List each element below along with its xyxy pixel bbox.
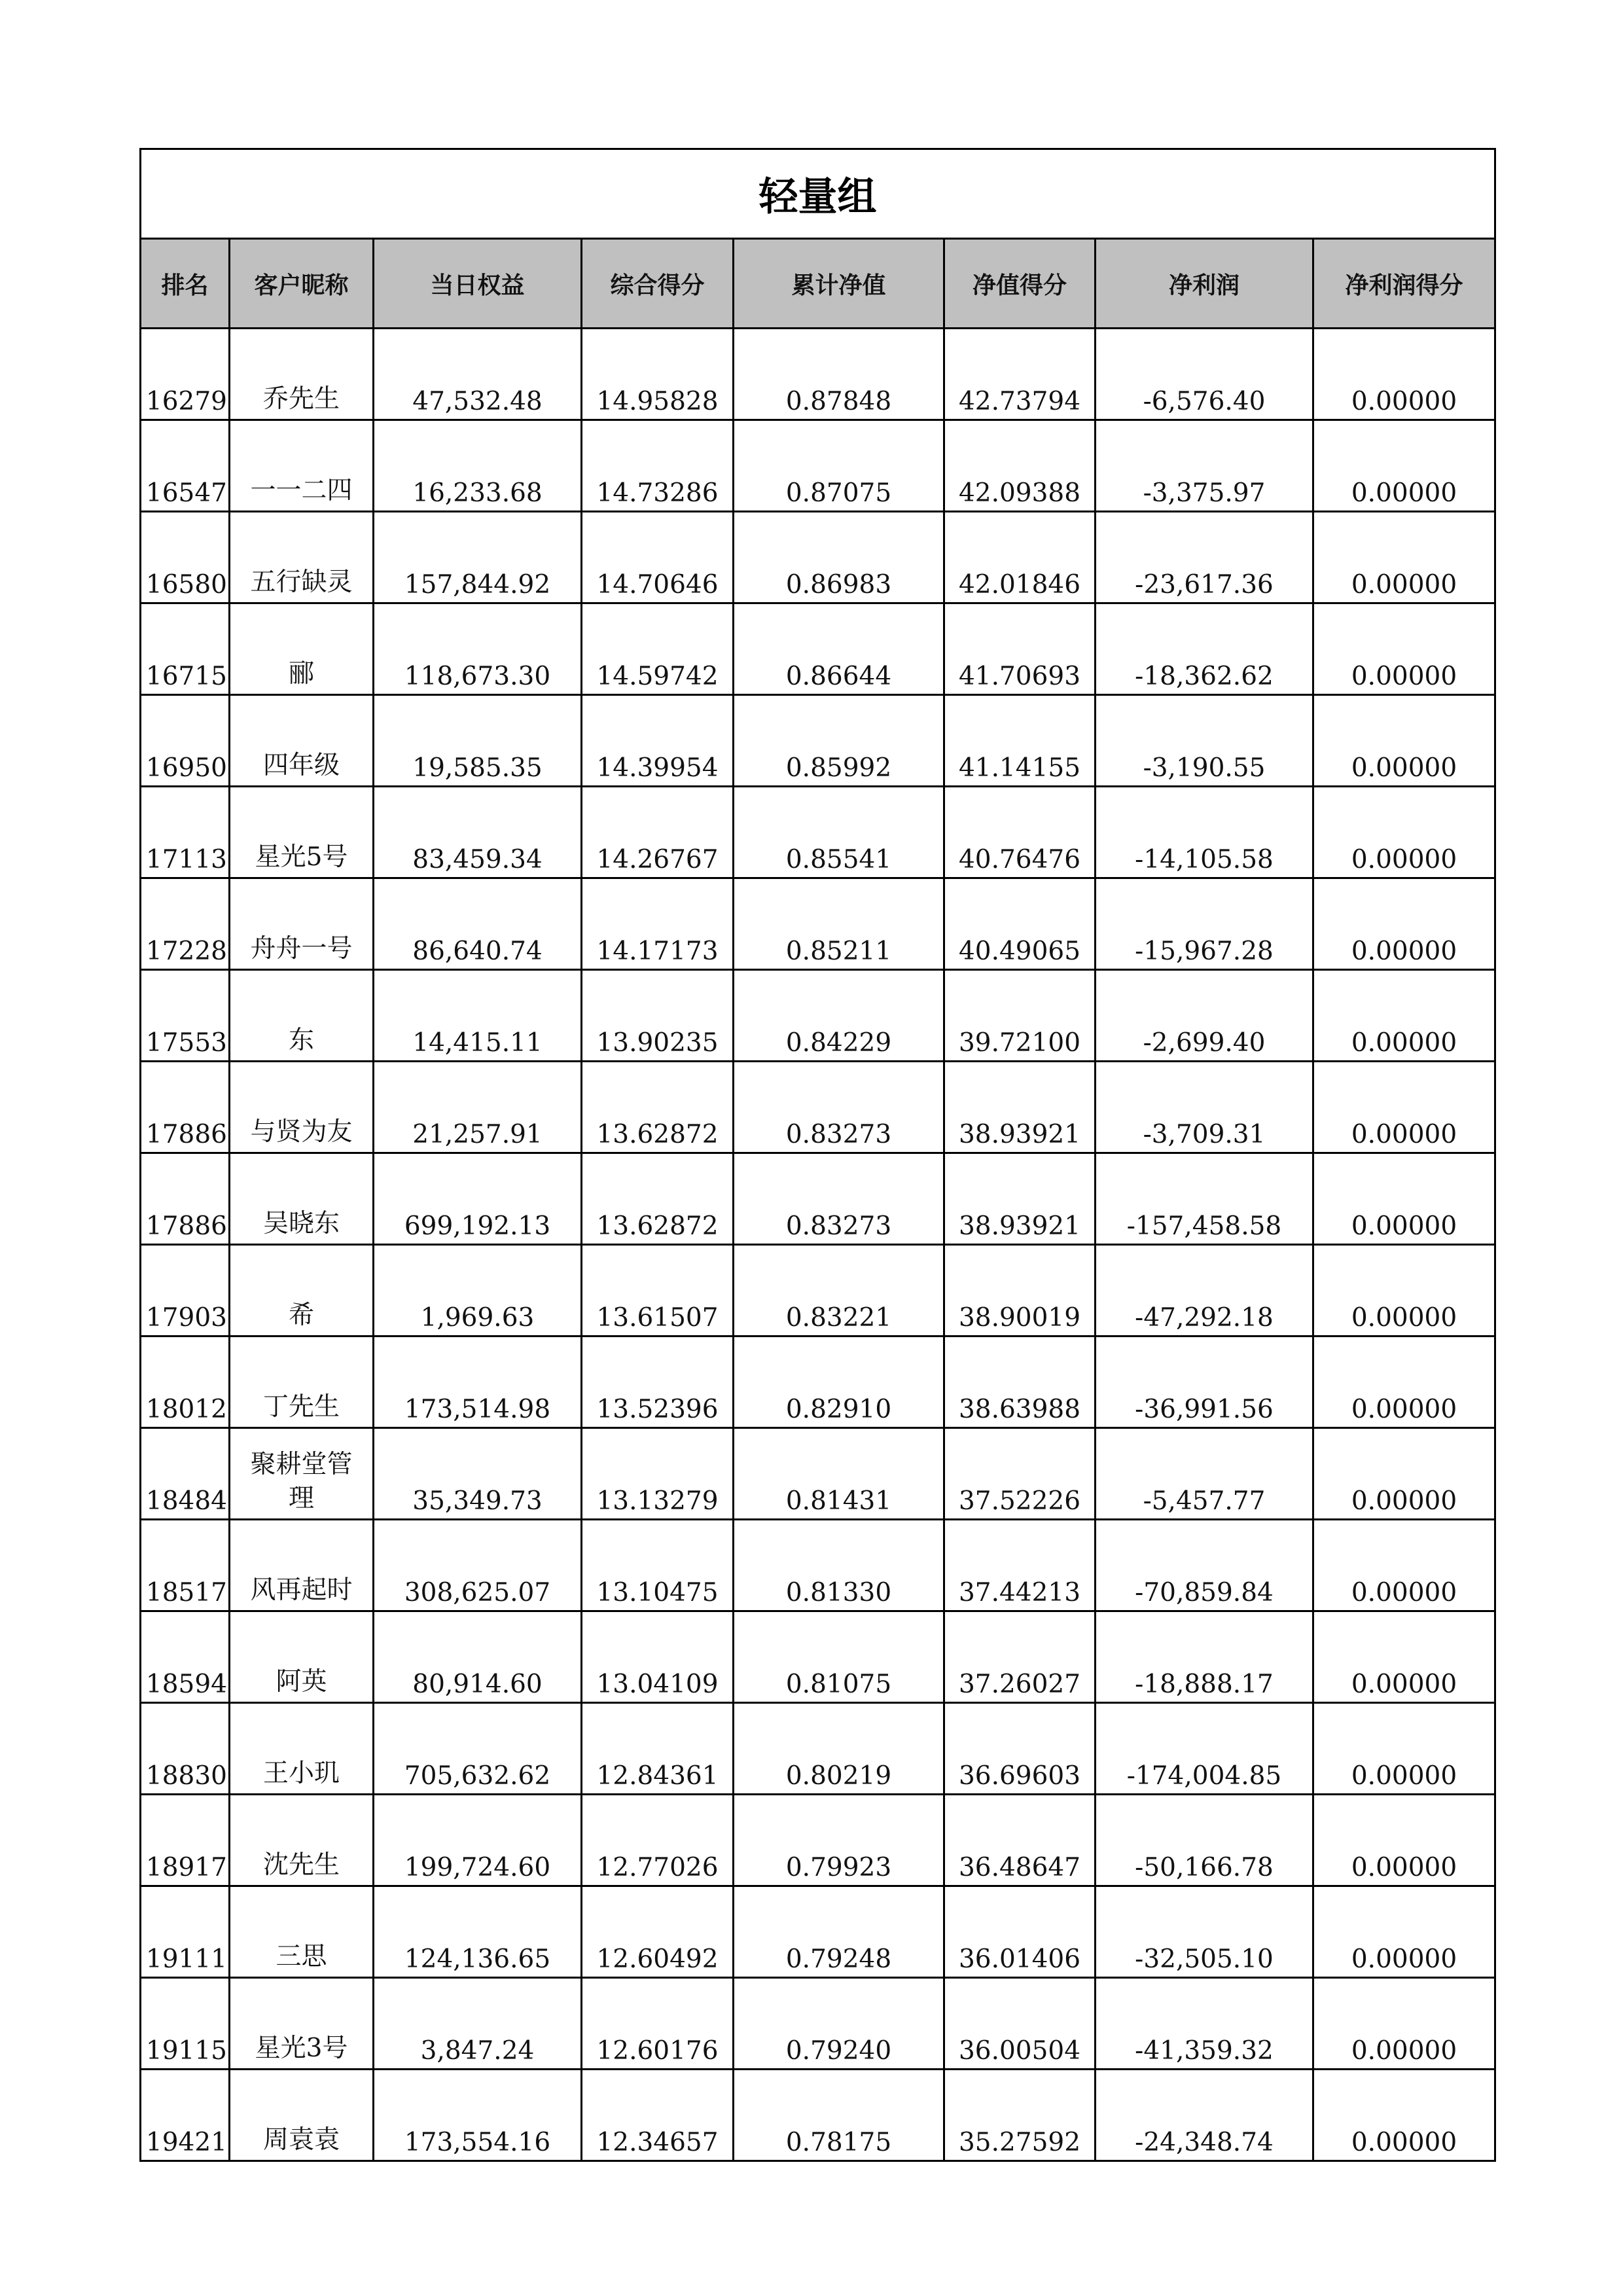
net-profit-cell: -2,699.40 — [1096, 970, 1313, 1062]
nickname-cell: 丁先生 — [230, 1336, 374, 1428]
cumulative-nav-cell: 0.79248 — [734, 1886, 944, 1978]
header-customer-nickname: 客户昵称 — [230, 239, 374, 329]
net-profit-score-cell: 0.00000 — [1313, 2070, 1495, 2161]
daily-equity-cell: 80,914.60 — [374, 1611, 582, 1703]
nav-score-cell: 37.26027 — [944, 1611, 1096, 1703]
overall-score-cell: 13.90235 — [582, 970, 734, 1062]
table-row — [141, 695, 1495, 787]
net-profit-cell: -36,991.56 — [1096, 1336, 1313, 1428]
overall-score-cell: 12.84361 — [582, 1703, 734, 1795]
nickname-cell: 四年级 — [230, 695, 374, 787]
header-net-profit: 净利润 — [1096, 239, 1313, 329]
net-profit-cell: -157,458.58 — [1096, 1153, 1313, 1245]
net-profit-score-cell: 0.00000 — [1313, 420, 1495, 512]
net-profit-score-cell: 0.00000 — [1313, 1978, 1495, 2070]
daily-equity-cell: 19,585.35 — [374, 695, 582, 787]
daily-equity-cell: 118,673.30 — [374, 603, 582, 695]
nickname-cell: 周袁袁 — [230, 2070, 374, 2161]
net-profit-score-cell: 0.00000 — [1313, 1062, 1495, 1153]
rank-cell: 17886 — [141, 1062, 230, 1153]
overall-score-cell: 14.73286 — [582, 420, 734, 512]
rank-cell: 17553 — [141, 970, 230, 1062]
nav-score-cell: 37.52226 — [944, 1428, 1096, 1520]
daily-equity-cell: 35,349.73 — [374, 1428, 582, 1520]
table-row — [141, 1886, 1495, 1978]
net-profit-score-cell: 0.00000 — [1313, 970, 1495, 1062]
overall-score-cell: 13.10475 — [582, 1520, 734, 1611]
header-rank: 排名 — [141, 239, 230, 329]
nickname-cell: 星光5号 — [230, 787, 374, 878]
net-profit-cell: -5,457.77 — [1096, 1428, 1313, 1520]
header-cumulative-nav: 累计净值 — [734, 239, 944, 329]
daily-equity-cell: 21,257.91 — [374, 1062, 582, 1153]
table-row — [141, 2070, 1495, 2161]
nickname-cell: 一一二四 — [230, 420, 374, 512]
nickname-cell: 郦 — [230, 603, 374, 695]
table-row — [141, 329, 1495, 420]
daily-equity-cell: 705,632.62 — [374, 1703, 582, 1795]
nav-score-cell: 42.09388 — [944, 420, 1096, 512]
table-row — [141, 787, 1495, 878]
net-profit-score-cell: 0.00000 — [1313, 1245, 1495, 1336]
daily-equity-cell: 83,459.34 — [374, 787, 582, 878]
rank-cell: 16950 — [141, 695, 230, 787]
daily-equity-cell: 124,136.65 — [374, 1886, 582, 1978]
nickname-cell: 舟舟一号 — [230, 878, 374, 970]
daily-equity-cell: 157,844.92 — [374, 512, 582, 603]
rank-cell: 18012 — [141, 1336, 230, 1428]
rank-cell: 17228 — [141, 878, 230, 970]
net-profit-score-cell: 0.00000 — [1313, 1153, 1495, 1245]
table-row — [141, 1703, 1495, 1795]
net-profit-score-cell: 0.00000 — [1313, 512, 1495, 603]
net-profit-cell: -14,105.58 — [1096, 787, 1313, 878]
cumulative-nav-cell: 0.78175 — [734, 2070, 944, 2161]
overall-score-cell: 14.39954 — [582, 695, 734, 787]
net-profit-cell: -3,375.97 — [1096, 420, 1313, 512]
table-row — [141, 1336, 1495, 1428]
overall-score-cell: 13.61507 — [582, 1245, 734, 1336]
rank-cell: 19111 — [141, 1886, 230, 1978]
net-profit-score-cell: 0.00000 — [1313, 695, 1495, 787]
cumulative-nav-cell: 0.79923 — [734, 1795, 944, 1886]
nav-score-cell: 38.93921 — [944, 1153, 1096, 1245]
net-profit-score-cell: 0.00000 — [1313, 1795, 1495, 1886]
overall-score-cell: 14.95828 — [582, 329, 734, 420]
table-row — [141, 1520, 1495, 1611]
daily-equity-cell: 173,514.98 — [374, 1336, 582, 1428]
rank-cell: 19115 — [141, 1978, 230, 2070]
overall-score-cell: 13.52396 — [582, 1336, 734, 1428]
cumulative-nav-cell: 0.81330 — [734, 1520, 944, 1611]
overall-score-cell: 13.13279 — [582, 1428, 734, 1520]
daily-equity-cell: 14,415.11 — [374, 970, 582, 1062]
nav-score-cell: 39.72100 — [944, 970, 1096, 1062]
nav-score-cell: 42.01846 — [944, 512, 1096, 603]
net-profit-cell: -41,359.32 — [1096, 1978, 1313, 2070]
nav-score-cell: 41.14155 — [944, 695, 1096, 787]
rank-cell: 17903 — [141, 1245, 230, 1336]
nav-score-cell: 36.69603 — [944, 1703, 1096, 1795]
net-profit-cell: -70,859.84 — [1096, 1520, 1313, 1611]
net-profit-cell: -174,004.85 — [1096, 1703, 1313, 1795]
daily-equity-cell: 3,847.24 — [374, 1978, 582, 2070]
net-profit-cell: -18,888.17 — [1096, 1611, 1313, 1703]
header-nav-score: 净值得分 — [944, 239, 1096, 329]
cumulative-nav-cell: 0.87075 — [734, 420, 944, 512]
header-row — [141, 239, 1495, 329]
nickname-cell: 沈先生 — [230, 1795, 374, 1886]
nickname-cell: 风再起时 — [230, 1520, 374, 1611]
table-body — [141, 329, 1495, 2161]
nickname-cell: 与贤为友 — [230, 1062, 374, 1153]
cumulative-nav-cell: 0.86983 — [734, 512, 944, 603]
daily-equity-cell: 173,554.16 — [374, 2070, 582, 2161]
cumulative-nav-cell: 0.85541 — [734, 787, 944, 878]
rank-cell: 17886 — [141, 1153, 230, 1245]
overall-score-cell: 12.60176 — [582, 1978, 734, 2070]
cumulative-nav-cell: 0.83221 — [734, 1245, 944, 1336]
nickname-cell: 阿英 — [230, 1611, 374, 1703]
cumulative-nav-cell: 0.87848 — [734, 329, 944, 420]
nav-score-cell: 38.63988 — [944, 1336, 1096, 1428]
nav-score-cell: 41.70693 — [944, 603, 1096, 695]
overall-score-cell: 13.04109 — [582, 1611, 734, 1703]
overall-score-cell: 12.60492 — [582, 1886, 734, 1978]
nickname-cell: 聚耕堂管理 — [230, 1428, 374, 1520]
daily-equity-cell: 16,233.68 — [374, 420, 582, 512]
table-row — [141, 1428, 1495, 1520]
net-profit-score-cell: 0.00000 — [1313, 1520, 1495, 1611]
rank-cell: 18830 — [141, 1703, 230, 1795]
cumulative-nav-cell: 0.82910 — [734, 1336, 944, 1428]
cumulative-nav-cell: 0.86644 — [734, 603, 944, 695]
nav-score-cell: 37.44213 — [944, 1520, 1096, 1611]
net-profit-score-cell: 0.00000 — [1313, 1336, 1495, 1428]
rank-cell: 18917 — [141, 1795, 230, 1886]
rank-cell: 16580 — [141, 512, 230, 603]
rank-cell: 18517 — [141, 1520, 230, 1611]
daily-equity-cell: 1,969.63 — [374, 1245, 582, 1336]
net-profit-cell: -18,362.62 — [1096, 603, 1313, 695]
nav-score-cell: 36.01406 — [944, 1886, 1096, 1978]
net-profit-score-cell: 0.00000 — [1313, 603, 1495, 695]
cumulative-nav-cell: 0.80219 — [734, 1703, 944, 1795]
header-overall-score: 综合得分 — [582, 239, 734, 329]
table-row — [141, 603, 1495, 695]
nickname-cell: 东 — [230, 970, 374, 1062]
net-profit-score-cell: 0.00000 — [1313, 787, 1495, 878]
net-profit-cell: -3,709.31 — [1096, 1062, 1313, 1153]
nav-score-cell: 35.27592 — [944, 2070, 1096, 2161]
net-profit-cell: -23,617.36 — [1096, 512, 1313, 603]
table-row — [141, 1795, 1495, 1886]
net-profit-cell: -47,292.18 — [1096, 1245, 1313, 1336]
rank-cell: 18484 — [141, 1428, 230, 1520]
rank-cell: 16279 — [141, 329, 230, 420]
nav-score-cell: 36.48647 — [944, 1795, 1096, 1886]
overall-score-cell: 14.26767 — [582, 787, 734, 878]
overall-score-cell: 12.77026 — [582, 1795, 734, 1886]
overall-score-cell: 14.70646 — [582, 512, 734, 603]
table-row — [141, 1062, 1495, 1153]
nav-score-cell: 38.93921 — [944, 1062, 1096, 1153]
net-profit-score-cell: 0.00000 — [1313, 1611, 1495, 1703]
rank-cell: 16547 — [141, 420, 230, 512]
nickname-cell: 王小玑 — [230, 1703, 374, 1795]
overall-score-cell: 14.59742 — [582, 603, 734, 695]
net-profit-cell: -32,505.10 — [1096, 1886, 1313, 1978]
table-row — [141, 1978, 1495, 2070]
daily-equity-cell: 86,640.74 — [374, 878, 582, 970]
overall-score-cell: 12.34657 — [582, 2070, 734, 2161]
table-row — [141, 1245, 1495, 1336]
table-row — [141, 1153, 1495, 1245]
cumulative-nav-cell: 0.84229 — [734, 970, 944, 1062]
net-profit-score-cell: 0.00000 — [1313, 878, 1495, 970]
net-profit-cell: -3,190.55 — [1096, 695, 1313, 787]
rank-cell: 19421 — [141, 2070, 230, 2161]
net-profit-cell: -50,166.78 — [1096, 1795, 1313, 1886]
net-profit-score-cell: 0.00000 — [1313, 1703, 1495, 1795]
net-profit-score-cell: 0.00000 — [1313, 329, 1495, 420]
rank-cell: 17113 — [141, 787, 230, 878]
net-profit-cell: -6,576.40 — [1096, 329, 1313, 420]
rank-cell: 18594 — [141, 1611, 230, 1703]
nickname-cell: 三思 — [230, 1886, 374, 1978]
daily-equity-cell: 47,532.48 — [374, 329, 582, 420]
nav-score-cell: 40.76476 — [944, 787, 1096, 878]
table-row — [141, 970, 1495, 1062]
cumulative-nav-cell: 0.85992 — [734, 695, 944, 787]
header-daily-equity: 当日权益 — [374, 239, 582, 329]
overall-score-cell: 14.17173 — [582, 878, 734, 970]
nickname-cell: 乔先生 — [230, 329, 374, 420]
overall-score-cell: 13.62872 — [582, 1062, 734, 1153]
overall-score-cell: 13.62872 — [582, 1153, 734, 1245]
net-profit-cell: -24,348.74 — [1096, 2070, 1313, 2161]
nickname-cell: 希 — [230, 1245, 374, 1336]
cumulative-nav-cell: 0.85211 — [734, 878, 944, 970]
nickname-cell: 吴晓东 — [230, 1153, 374, 1245]
header-net-profit-score: 净利润得分 — [1313, 239, 1495, 329]
cumulative-nav-cell: 0.79240 — [734, 1978, 944, 2070]
nickname-cell: 五行缺灵 — [230, 512, 374, 603]
nav-score-cell: 42.73794 — [944, 329, 1096, 420]
ranking-table — [139, 148, 1496, 2162]
table-row — [141, 878, 1495, 970]
table-row — [141, 420, 1495, 512]
table-row — [141, 1611, 1495, 1703]
net-profit-score-cell: 0.00000 — [1313, 1886, 1495, 1978]
nav-score-cell: 40.49065 — [944, 878, 1096, 970]
cumulative-nav-cell: 0.81075 — [734, 1611, 944, 1703]
table-row — [141, 512, 1495, 603]
table-title: 轻量组 — [141, 149, 1495, 239]
cumulative-nav-cell: 0.83273 — [734, 1153, 944, 1245]
cumulative-nav-cell: 0.83273 — [734, 1062, 944, 1153]
net-profit-cell: -15,967.28 — [1096, 878, 1313, 970]
nickname-cell: 星光3号 — [230, 1978, 374, 2070]
nav-score-cell: 38.90019 — [944, 1245, 1096, 1336]
rank-cell: 16715 — [141, 603, 230, 695]
nav-score-cell: 36.00504 — [944, 1978, 1096, 2070]
daily-equity-cell: 199,724.60 — [374, 1795, 582, 1886]
cumulative-nav-cell: 0.81431 — [734, 1428, 944, 1520]
net-profit-score-cell: 0.00000 — [1313, 1428, 1495, 1520]
daily-equity-cell: 308,625.07 — [374, 1520, 582, 1611]
daily-equity-cell: 699,192.13 — [374, 1153, 582, 1245]
